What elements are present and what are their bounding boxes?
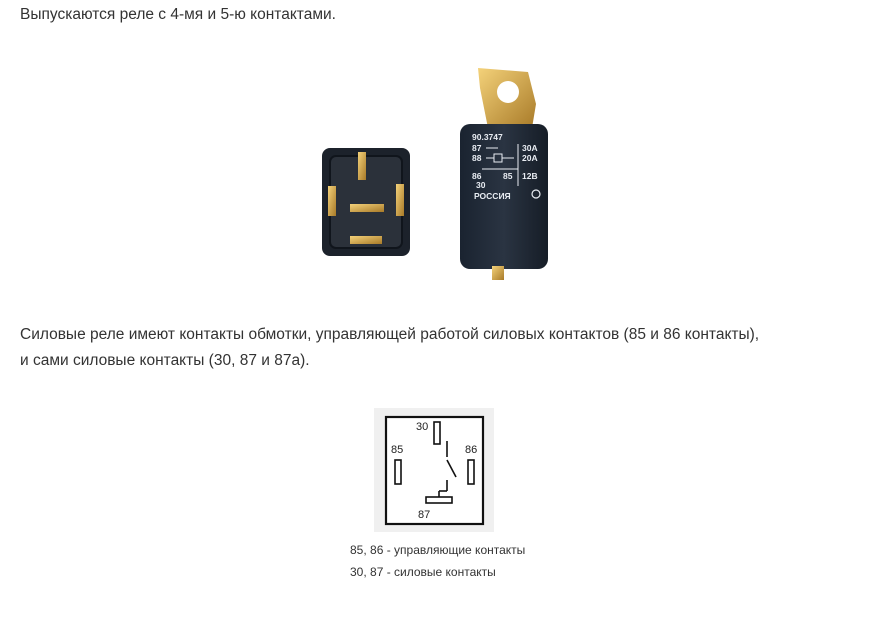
pin-right-icon bbox=[396, 184, 404, 216]
power-relay-text bbox=[20, 322, 880, 374]
diagram-pin85-label: 85 bbox=[391, 444, 404, 456]
pin86-contact-icon bbox=[468, 460, 474, 484]
diagram-pin86-label: 86 bbox=[465, 444, 478, 456]
power-relay-line2: и сами силовые контакты (30, 87 и 87а). bbox=[20, 352, 310, 369]
pin-left-icon bbox=[328, 186, 336, 216]
diagram-pin30-label: 30 bbox=[416, 421, 429, 433]
power-relay-line1: Силовые реле имеют контакты обмотки, управляющей работой силовых контактов (85 и 86 контакты), bbox=[20, 326, 760, 343]
diagram-pin87-label: 87 bbox=[418, 509, 431, 521]
relay-pin88-text: 88 bbox=[472, 153, 482, 163]
relay-voltage-text: 12В bbox=[522, 171, 538, 181]
relay-model-text: 90.3747 bbox=[472, 132, 503, 142]
relay-bottom-view bbox=[322, 148, 410, 256]
relay-country-text: РОССИЯ bbox=[474, 191, 511, 201]
pin-top-icon bbox=[358, 152, 366, 180]
relay-current-30a-text: 30A bbox=[522, 143, 538, 153]
pin-center-icon bbox=[350, 204, 384, 212]
relay-pin30-text: 30 bbox=[476, 180, 486, 190]
intro-text: Выпускаются реле с 4-мя и 5-ю контактами. bbox=[20, 6, 336, 23]
relay-pin86-text: 86 bbox=[472, 171, 482, 181]
pin-bottom-icon bbox=[350, 236, 382, 244]
relay-current-20a-text: 20A bbox=[522, 153, 538, 163]
legend-control-contacts: 85, 86 - управляющие контакты bbox=[350, 543, 526, 557]
relay-pinout-diagram bbox=[374, 408, 494, 532]
relay-photo bbox=[310, 68, 570, 290]
relay-pin85-text: 85 bbox=[503, 171, 513, 181]
pin30-contact-icon bbox=[434, 422, 440, 444]
legend-power-contacts: 30, 87 - силовые контакты bbox=[350, 565, 496, 579]
relay-pin87-text: 87 bbox=[472, 143, 482, 153]
pin85-contact-icon bbox=[395, 460, 401, 484]
pin87-contact-icon bbox=[426, 497, 452, 503]
relay-side-view bbox=[460, 68, 548, 280]
